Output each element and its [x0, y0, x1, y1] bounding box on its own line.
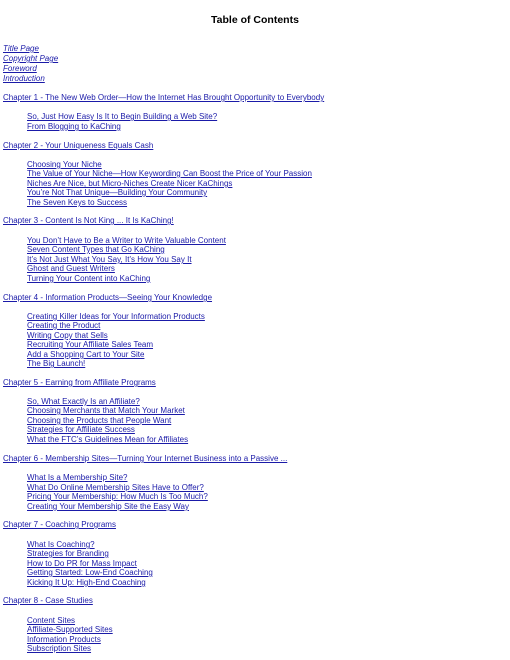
section-link[interactable]: Affiliate-Supported Sites	[27, 625, 113, 634]
section-link[interactable]: Creating Your Membership Site the Easy Way	[27, 502, 190, 511]
section-link[interactable]: Content Sites	[27, 616, 76, 625]
chapter-link-3[interactable]: Chapter 3 - Content Is Not King ... It Is KaChing!	[3, 216, 174, 225]
section-link[interactable]: Strategies for Affiliate Success	[27, 425, 135, 434]
section-link[interactable]: From Blogging to KaChing	[27, 122, 121, 131]
section-link[interactable]: So, What Exactly Is an Affiliate?	[27, 397, 140, 406]
section-link[interactable]: What the FTC’s Guidelines Mean for Affiliates	[27, 435, 189, 444]
section-link[interactable]: Information Products	[27, 635, 101, 644]
section-link[interactable]: How to Do PR for Mass Impact	[27, 559, 137, 568]
section-link[interactable]: You’re Not That Unique—Building Your Community	[27, 188, 208, 197]
section-link[interactable]: So, Just How Easy Is It to Begin Building a Web Site?	[27, 112, 218, 121]
section-link[interactable]: Ghost and Guest Writers	[27, 264, 115, 273]
section-link[interactable]: Recruiting Your Affiliate Sales Team	[27, 340, 154, 349]
section-link[interactable]: Strategies for Branding	[27, 549, 109, 558]
section-link[interactable]: Seven Content Types that Go KaChing	[27, 245, 165, 254]
section-link[interactable]: Add a Shopping Cart to Your Site	[27, 350, 145, 359]
front-link-copyright-page[interactable]: Copyright Page	[3, 54, 59, 63]
section-link[interactable]: Kicking It Up: High-End Coaching	[27, 578, 146, 587]
section-link[interactable]: What Do Online Membership Sites Have to Offer?	[27, 483, 204, 492]
section-link[interactable]: Choosing Merchants that Match Your Market	[27, 406, 185, 415]
chapter-link-2[interactable]: Chapter 2 - Your Uniqueness Equals Cash	[3, 141, 154, 150]
section-link[interactable]: Creating Killer Ideas for Your Information Products	[27, 312, 205, 321]
chapter-link-1[interactable]: Chapter 1 - The New Web Order—How the Internet Has Brought Opportunity to Everybody	[3, 93, 325, 102]
section-link[interactable]: Pricing Your Membership: How Much Is Too Much?	[27, 492, 208, 501]
page-title: Table of Contents	[211, 14, 299, 26]
section-link[interactable]: Choosing the Products that People Want	[27, 416, 172, 425]
chapter-link-8[interactable]: Chapter 8 - Case Studies	[3, 596, 93, 605]
chapter-link-7[interactable]: Chapter 7 - Coaching Programs	[3, 520, 116, 529]
section-link[interactable]: Getting Started: Low-End Coaching	[27, 568, 153, 577]
section-link[interactable]: Choosing Your Niche	[27, 160, 102, 169]
section-link[interactable]: Turning Your Content into KaChing	[27, 274, 151, 283]
chapter-link-6[interactable]: Chapter 6 - Membership Sites—Turning Your Internet Business into a Passive ...	[3, 454, 288, 463]
section-link[interactable]: Niches Are Nice, but Micro-Niches Create Nicer KaChings	[27, 179, 233, 188]
section-link[interactable]: What Is a Membership Site?	[27, 473, 128, 482]
section-link[interactable]: The Value of Your Niche—How Keywording Can Boost the Price of Your Passion	[27, 169, 312, 178]
section-link[interactable]: You Don’t Have to Be a Writer to Write Valuable Content	[27, 236, 226, 245]
front-link-title-page[interactable]: Title Page	[3, 44, 39, 53]
section-link[interactable]: Subscription Sites	[27, 644, 92, 653]
chapter-link-5[interactable]: Chapter 5 - Earning from Affiliate Programs	[3, 378, 156, 387]
section-link[interactable]: Writing Copy that Sells	[27, 331, 108, 340]
front-link-introduction[interactable]: Introduction	[3, 74, 45, 83]
front-link-foreword[interactable]: Foreword	[3, 64, 37, 73]
section-link[interactable]: What Is Coaching?	[27, 540, 95, 549]
section-link[interactable]: The Big Launch!	[27, 359, 86, 368]
section-link[interactable]: It’s Not Just What You Say, It’s How You Say It	[27, 255, 192, 264]
chapter-link-4[interactable]: Chapter 4 - Information Products—Seeing Your Knowledge	[3, 293, 213, 302]
section-link[interactable]: The Seven Keys to Success	[27, 198, 128, 207]
section-link[interactable]: Creating the Product	[27, 321, 101, 330]
